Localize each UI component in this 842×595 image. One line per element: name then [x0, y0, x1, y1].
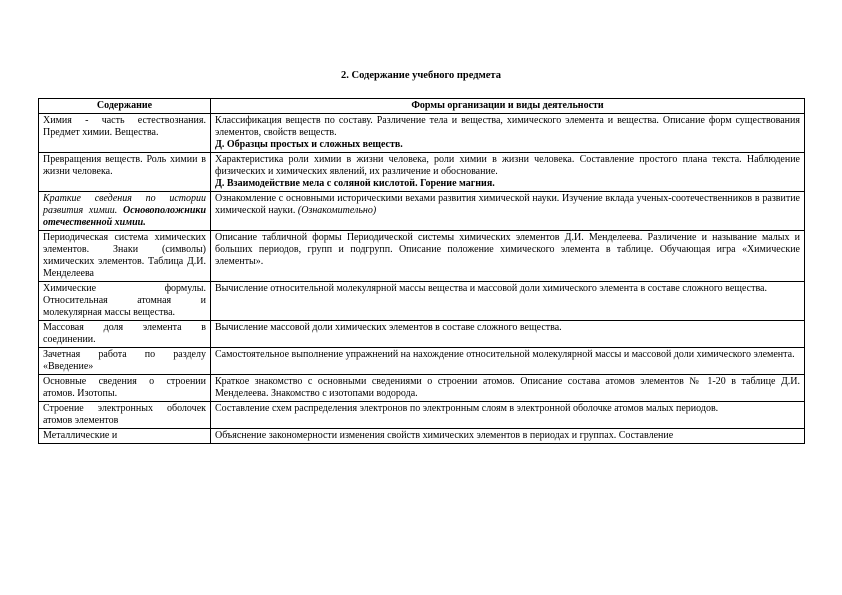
cell-text: Объяснение закономерности изменения свойств химических элементов в периодах и группах. Составление — [215, 430, 674, 441]
table-row — [39, 231, 805, 282]
cell-content — [39, 375, 211, 402]
cell-text: Строение электронных оболочек атомов элементов — [43, 403, 206, 426]
cell-text: Составление схем распределения электронов по электронным слоям в электронной оболочке атомов малых периодов. — [215, 403, 719, 414]
cell-text: Д. Взаимодействие мела с соляной кислотой. Горение магния. — [215, 178, 495, 189]
cell-forms — [211, 153, 805, 192]
cell-text: Основоположники отечественной химии. — [43, 205, 207, 228]
cell-text: Вычисление массовой доли химических элементов в составе сложного вещества. — [215, 322, 562, 333]
cell-content — [39, 429, 211, 444]
cell-content — [39, 114, 211, 153]
cell-text: Основные сведения о строении атомов. Изотопы. — [43, 376, 206, 399]
page-title: 2. Содержание учебного предмета — [341, 70, 501, 81]
cell-forms — [211, 402, 805, 429]
cell-text: Характеристика роли химии в жизни человека, роли химии в жизни человека. Составление простого плана текста. Наблюдение физических и химических явлений, их различение и обоснование. — [215, 154, 800, 177]
cell-text: Ознакомление с основными историческими вехами развития химической науки. Изучение вклада ученых-соотечественников в развитие химической науки. — [215, 193, 800, 216]
cell-content — [39, 348, 211, 375]
column-header-content: Содержание — [39, 99, 211, 114]
cell-forms — [211, 231, 805, 282]
cell-forms — [211, 192, 805, 231]
cell-text: Описание табличной формы Периодической системы химических элементов Д.И. Менделеева. Различение и называние малых и больших периодов, групп и подгрупп. Описание положение химического элемента в таблице. Обучающая игра «Химические элементы». — [215, 232, 800, 267]
cell-text: Зачетная работа по разделу «Введение» — [43, 349, 206, 372]
cell-forms — [211, 429, 805, 444]
table-row — [39, 375, 805, 402]
table-row — [39, 429, 805, 444]
cell-content — [39, 282, 211, 321]
cell-text: Классификация веществ по составу. Различение тела и вещества, химического элемента и вещества. Описание форм существования элементов, свойств веществ. — [215, 115, 800, 138]
cell-content — [39, 231, 211, 282]
table-row — [39, 402, 805, 429]
cell-text: Вычисление относительной молекулярной массы вещества и массовой доли химического элемента в составе сложного вещества. — [215, 283, 767, 294]
cell-text: Д. Образцы простых и сложных веществ. — [215, 139, 403, 150]
table-row — [39, 192, 805, 231]
cell-content — [39, 402, 211, 429]
table-header-row — [39, 99, 805, 114]
cell-text: (Ознакомительно) — [297, 205, 377, 216]
cell-text: Краткие сведения по истории развития химии. — [43, 193, 206, 216]
cell-text: Химические формулы. Относительная атомная и молекулярная массы вещества. — [43, 283, 206, 318]
cell-forms — [211, 282, 805, 321]
table-body — [39, 114, 805, 444]
table-row — [39, 282, 805, 321]
cell-text: Краткое знакомство с основными сведениями о строении атомов. Описание состава атомов элементов № 1-20 в таблице Д.И. Менделеева. Знакомство с изотопами водорода. — [215, 376, 800, 399]
table-row — [39, 348, 805, 375]
cell-forms — [211, 375, 805, 402]
content-table — [38, 98, 805, 444]
cell-forms — [211, 321, 805, 348]
cell-text: Превращения веществ. Роль химии в жизни человека. — [43, 154, 206, 177]
column-header-forms: Формы организации и виды деятельности — [211, 99, 805, 114]
cell-content — [39, 321, 211, 348]
table-row — [39, 321, 805, 348]
cell-forms — [211, 114, 805, 153]
cell-text: Металлические и — [43, 430, 118, 441]
cell-content — [39, 192, 211, 231]
cell-text: Периодическая система химических элементов. Знаки (символы) химических элементов. Таблица Д.И. Менделеева — [43, 232, 206, 279]
cell-text: Самостоятельное выполнение упражнений на нахождение относительной молекулярной массы и массовой доли химического элемента. — [215, 349, 795, 360]
table-row — [39, 114, 805, 153]
table-row — [39, 153, 805, 192]
cell-content — [39, 153, 211, 192]
cell-text: Массовая доля элемента в соединении. — [43, 322, 206, 345]
cell-forms — [211, 348, 805, 375]
cell-text: Химия - часть естествознания. Предмет химии. Вещества. — [43, 115, 206, 138]
